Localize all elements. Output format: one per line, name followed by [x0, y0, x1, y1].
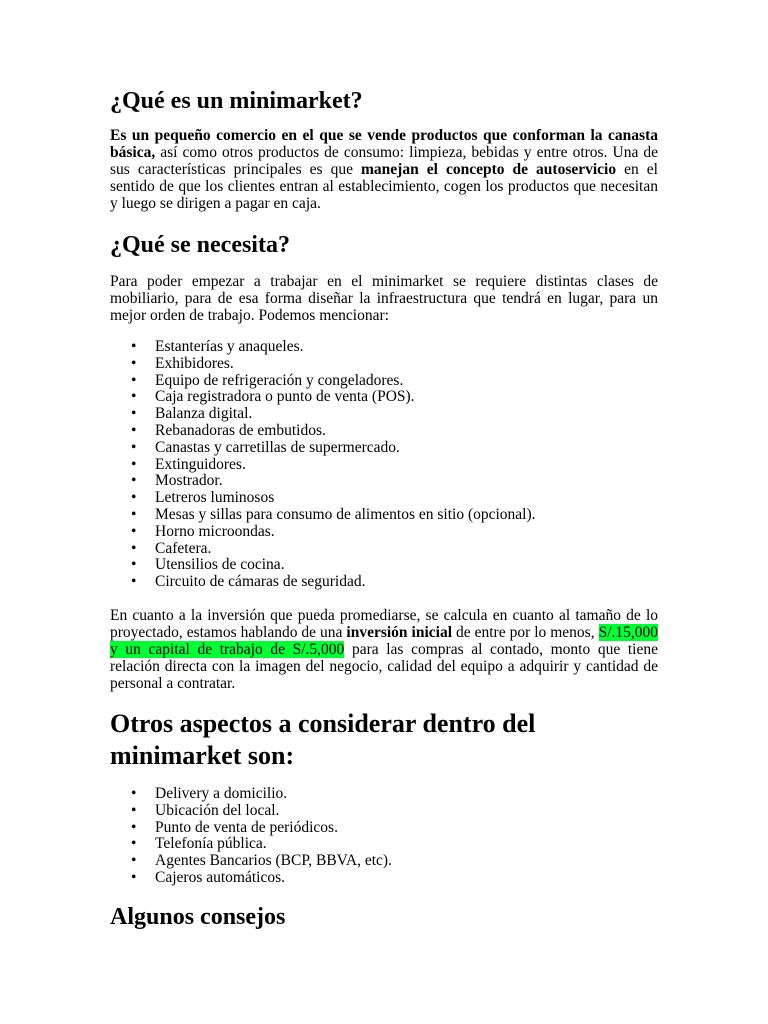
bullet-icon: • — [131, 801, 137, 819]
definition-bold-self-service: manejan el concepto de autoservicio — [361, 161, 617, 178]
list-item: • Mesas y sillas para consumo de alimentos en sitio (opcional). — [131, 505, 536, 523]
list-item: • Extinguidores. — [131, 455, 246, 473]
list-item: • Utensilios de cocina. — [131, 556, 285, 574]
list-item: • Equipo de refrigeración y congeladores. — [131, 371, 404, 389]
list-item: • Letreros luminosos — [131, 489, 275, 507]
investment-text-4: para las compras al contado, monto que tiene relación directa con la imagen del negocio, calidad del equipo a adquirir y cantidad de personal a contratar. — [110, 640, 658, 692]
definition-text-2: en el sentido de que los clientes entran al establecimiento, cogen los productos que necesitan y luego se dirigen a pagar en caja. — [110, 161, 658, 212]
heading-what-is-minimarket: ¿Qué es un minimarket? — [110, 88, 363, 114]
list-item: • Estanterías y anaqueles. — [131, 338, 304, 355]
bullet-icon: • — [131, 556, 137, 574]
list-item: • Rebanadoras de embutidos. — [131, 421, 326, 439]
bullet-icon: • — [131, 852, 137, 870]
bullet-icon: • — [131, 522, 137, 540]
bullet-icon: • — [131, 539, 137, 557]
bullet-icon: • — [131, 835, 137, 853]
definition-text-1: así como otros productos de consumo: limpieza, bebidas y entre otros. Una de sus características principales es que — [110, 144, 658, 178]
list-item: • Exhibidores. — [131, 354, 234, 372]
paragraph-furniture-intro: Para poder empezar a trabajar en el minimarket se requiere distintas clases de mobiliario, para de esa forma diseñar la infraestructura que tendrá en lugar, para un mejor orden de trabajo. Podemos mencionar: — [110, 273, 658, 324]
bullet-icon: • — [131, 354, 137, 372]
list-item: • Ubicación del local. — [131, 801, 280, 819]
list-item: • Circuito de cámaras de seguridad. — [131, 573, 366, 591]
paragraph-definition — [110, 127, 658, 212]
list-item: • Mostrador. — [131, 472, 223, 490]
bullet-icon: • — [131, 338, 137, 355]
bullet-icon: • — [131, 421, 137, 439]
highlight-amount-initial: S/.15,000 — [598, 623, 659, 641]
heading-some-tips: Algunos consejos — [110, 903, 286, 930]
investment-text-1: En cuanto a la inversión que pueda promediarse, se calcula en cuanto al tamaño de lo proyectado, estamos hablando de una — [110, 606, 658, 641]
heading-what-is-needed: ¿Qué se necesita? — [110, 232, 290, 258]
list-item: • Horno microondas. — [131, 522, 275, 540]
list-item: • Delivery a domicilio. — [131, 784, 288, 802]
list-furniture — [110, 339, 658, 591]
investment-text-2: de entre por lo menos, — [452, 623, 599, 641]
definition-bold-lead: Es un pequeño comercio en el que se vende productos que conforman la canasta básica, — [110, 127, 658, 161]
list-item: • Canastas y carretillas de supermercado. — [131, 438, 400, 456]
list-item: • Telefonía pública. — [131, 835, 267, 853]
bullet-icon: • — [131, 388, 137, 406]
list-item: • Caja registradora o punto de venta (POS). — [131, 388, 415, 406]
bullet-icon: • — [131, 405, 137, 423]
list-item: • Punto de venta de periódicos. — [131, 818, 338, 836]
paragraph-investment — [110, 607, 658, 692]
bullet-icon: • — [131, 784, 137, 802]
document-page — [110, 86, 658, 932]
list-item: • Cajeros automáticos. — [131, 868, 285, 886]
bullet-icon: • — [131, 818, 137, 836]
bullet-icon: • — [131, 505, 137, 523]
bullet-icon: • — [131, 455, 137, 473]
bullet-icon: • — [131, 371, 137, 389]
list-item: • Agentes Bancarios (BCP, BBVA, etc). — [131, 852, 392, 870]
list-other-aspects — [110, 786, 658, 887]
bullet-icon: • — [131, 489, 137, 507]
bullet-icon: • — [131, 573, 137, 591]
list-item: • Balanza digital. — [131, 405, 253, 423]
heading-other-aspects: Otros aspectos a considerar dentro del minimarket son: — [110, 708, 536, 770]
list-item: • Cafetera. — [131, 539, 212, 557]
bullet-icon: • — [131, 438, 137, 456]
bullet-icon: • — [131, 472, 137, 490]
highlight-working-capital: y un capital de trabajo de S/.5,000 — [110, 640, 345, 658]
bullet-icon: • — [131, 868, 137, 886]
investment-bold-initial: inversión inicial — [346, 623, 453, 641]
